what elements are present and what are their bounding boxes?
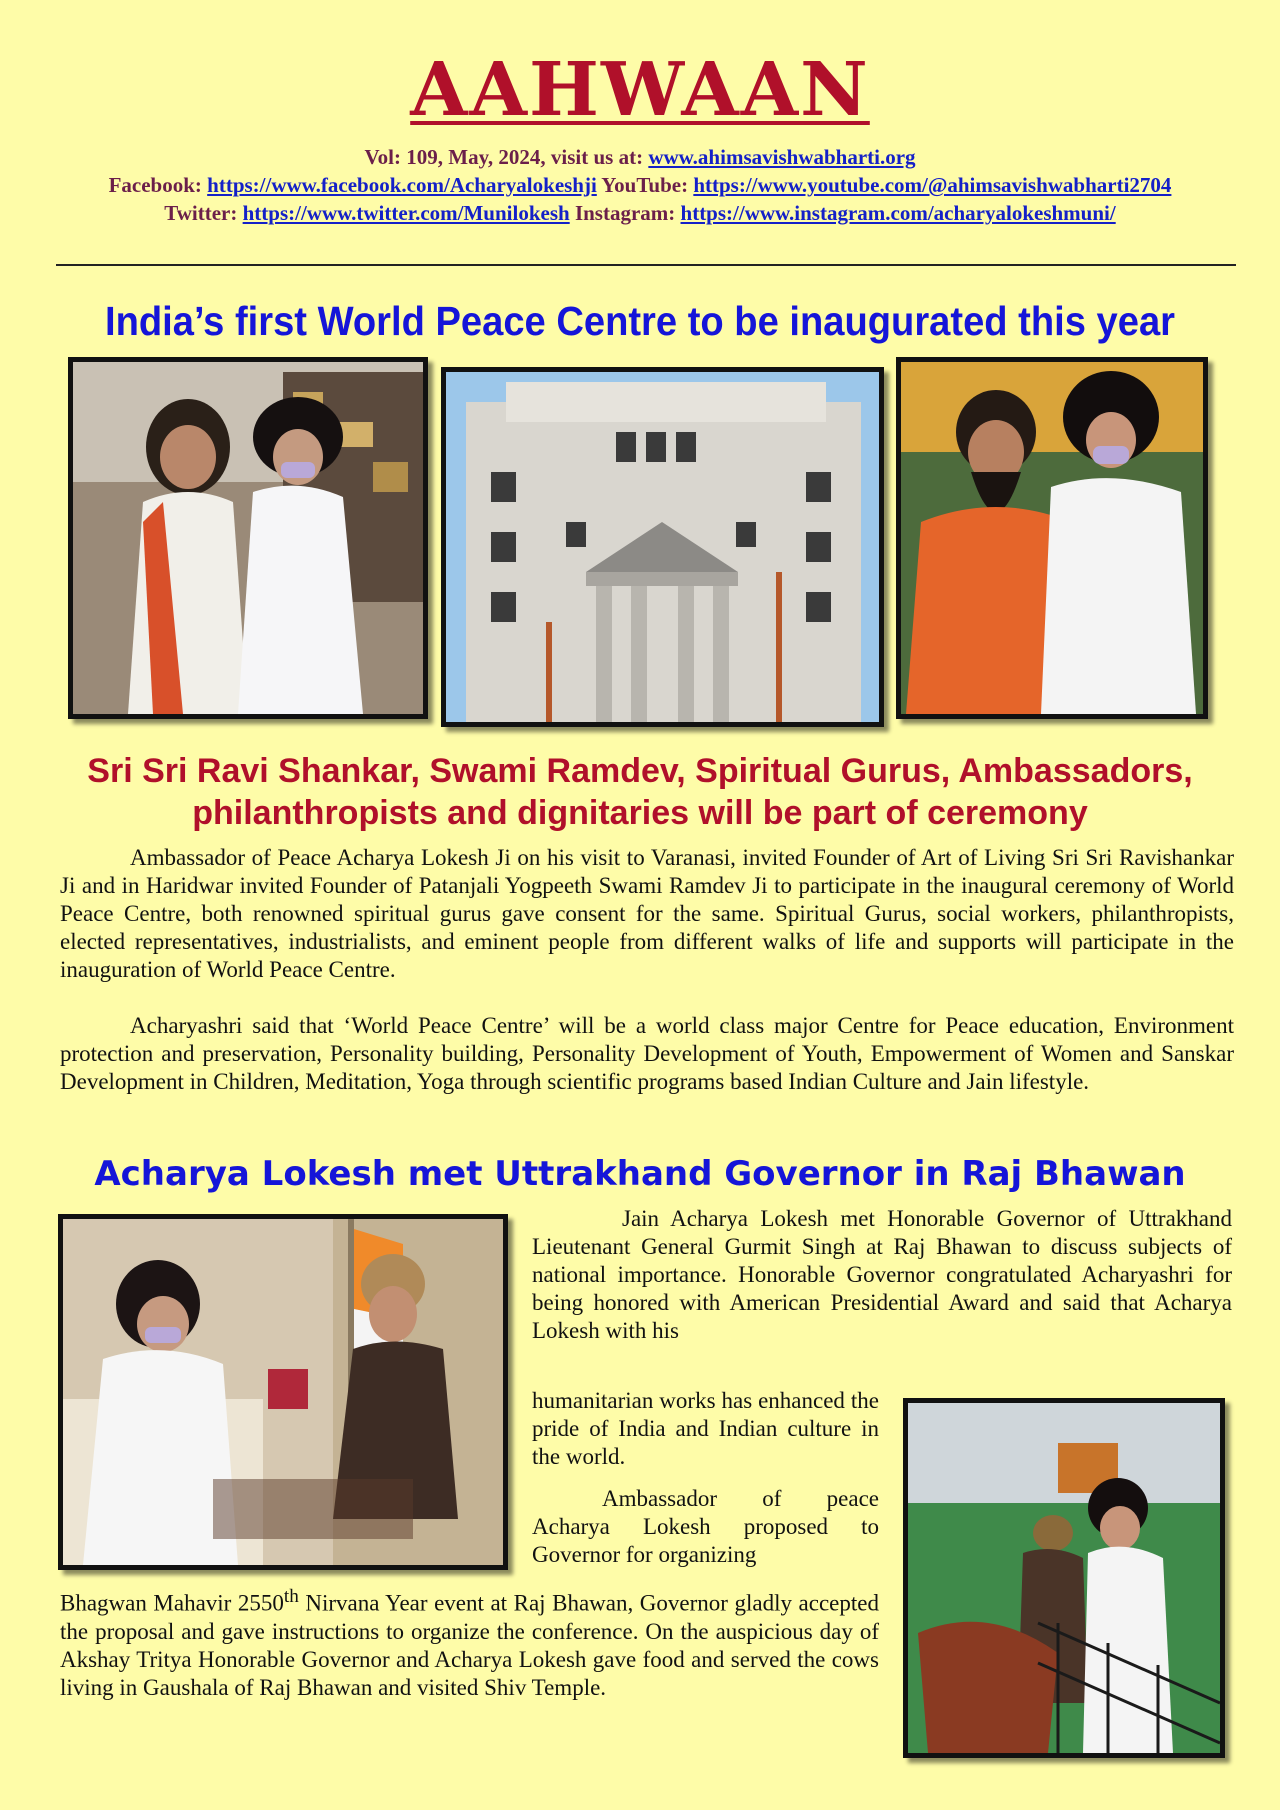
article1-paragraph-1: Ambassador of Peace Acharya Lokesh Ji on his visit to Varanasi, invited Founder of Art of Living Sri Sri Ravishankar Ji and in Haridwar invited Founder of Patanjali Yogpeeth Swami Ramdev Ji to participate in the inaugural ceremony of World Peace Centre, both renowned spiritual gurus gave consent for the same. Spiritual Gurus, social workers, philanthropists, elected representatives, industrialists, and eminent people from different walks of life and supports will participate in the inauguration of World Peace Centre.: [60, 845, 1234, 982]
event-text: Nirvana Year event at Raj Bhawan, Governor gladly accepted the proposal and gave instructions to organize the conference. On the auspicious day of Akshay Tritya Honorable Governor and Acharya Lokesh gave food and served the cows living in Gaushala of Raj Bhawan and visited Shiv Temple.: [60, 1590, 879, 1700]
instagram-link[interactable]: https://www.instagram.com/acharyalokeshmuni/: [680, 201, 1116, 225]
facebook-label: Facebook:: [108, 173, 208, 197]
issue-info-line: [0, 144, 1280, 170]
newsletter-title: AAHWAAN: [410, 47, 870, 133]
photo-sri-sri-meeting: [68, 357, 428, 719]
social-links-line-2: [0, 200, 1280, 226]
photo-world-peace-centre-building: [441, 367, 884, 727]
photo-swami-ramdev: [896, 357, 1208, 719]
article2-paragraph-2-bottom: [60, 1583, 879, 1702]
ordinal-suffix: th: [283, 1586, 299, 1607]
header-divider: [56, 264, 1236, 266]
article1-subheadline: [0, 750, 1280, 834]
twitter-label: Twitter:: [164, 201, 243, 225]
issue-info: Vol: 109, May, 2024, visit us at:: [364, 145, 649, 169]
article2-paragraph-1-narrow: humanitarian works has enhanced the pride of India and Indian culture in the world.: [532, 1388, 879, 1469]
social-links-line-1: [0, 172, 1280, 198]
article2-paragraph-2-narrow: Ambassador of peace Acharya Lokesh proposed to Governor for organizing: [532, 1486, 879, 1567]
instagram-label: Instagram:: [569, 201, 681, 225]
website-link[interactable]: www.ahimsavishwabharti.org: [648, 145, 916, 169]
facebook-link[interactable]: https://www.facebook.com/Acharyalokeshji: [207, 173, 597, 197]
photo-gaushala-cows: [903, 1398, 1225, 1758]
twitter-link[interactable]: https://www.twitter.com/Munilokesh: [242, 201, 570, 225]
article1-paragraph-2: Acharyashri said that ‘World Peace Centre’ will be a world class major Centre for Peace education, Environment protection and preservation, Personality building, Personality Development of Youth, Empowerment of Women and Sanskar Development in Children, Meditation, Yoga through scientific programs based Indian Culture and Jain lifestyle.: [60, 1013, 1234, 1094]
article2-paragraph-1-top: Jain Acharya Lokesh met Honorable Governor of Uttrakhand Lieutenant General Gurmit Singh at Raj Bhawan to discuss subjects of national importance. Honorable Governor congratulated Acharyashri for being honored with American Presidential Award and said that Acharya Lokesh with his: [532, 1206, 1232, 1343]
photo-governor-meeting: [58, 1214, 508, 1570]
article1-headline: India’s first World Peace Centre to be inaugurated this year: [104, 298, 1176, 344]
youtube-label: YouTube:: [596, 173, 694, 197]
subheadline-line-2: philanthropists and dignitaries will be part of ceremony: [192, 794, 1088, 832]
youtube-link[interactable]: https://www.youtube.com/@ahimsavishwabharti2704: [693, 173, 1172, 197]
article2-headline: Acharya Lokesh met Uttrakhand Governor in Raj Bhawan: [94, 1154, 1186, 1194]
subheadline-line-1: Sri Sri Ravi Shankar, Swami Ramdev, Spiritual Gurus, Ambassadors,: [87, 752, 1193, 790]
mahavir-text: Bhagwan Mahavir 2550: [60, 1590, 284, 1616]
